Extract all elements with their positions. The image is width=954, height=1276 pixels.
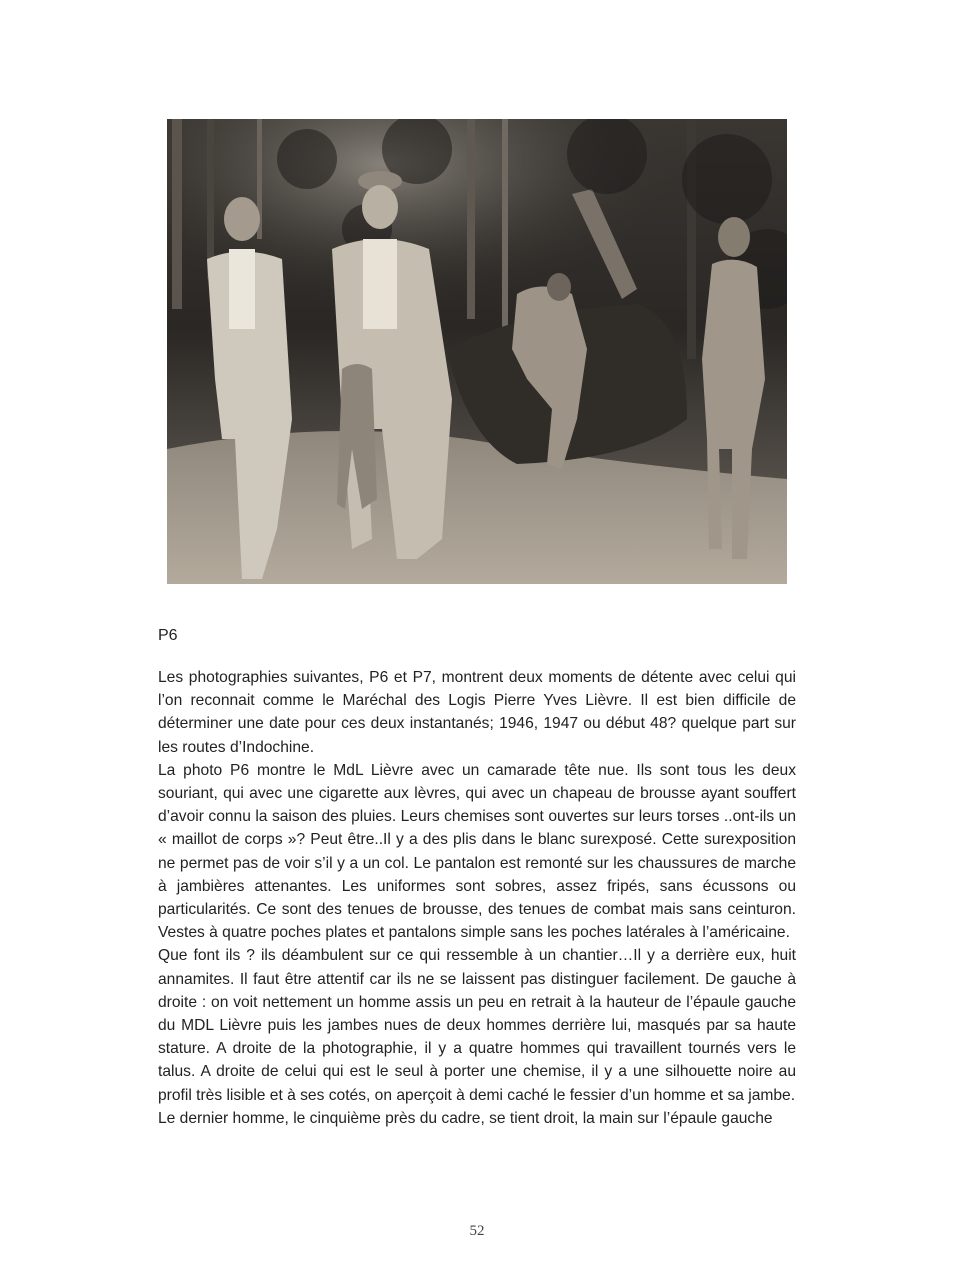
paragraph: Les photographies suivantes, P6 et P7, montrent deux moments de détente avec celui qui l’on reconnait comme le Maréchal des Logis Pierre Yves Lièvre. Il est bien difficile de déterminer une date pour ces deux instantanés; 1946, 1947 ou début 48? quelque part sur les routes d’Indochine. bbox=[158, 669, 796, 756]
historical-photograph bbox=[167, 119, 787, 584]
body-text bbox=[158, 666, 796, 1130]
page-number: 52 bbox=[469, 1223, 485, 1239]
photo-caption: P6 bbox=[158, 627, 178, 644]
paragraph: Que font ils ? ils déambulent sur ce qui ressemble à un chantier…Il y a derrière eux, huit annamites. Il faut être attentif car ils ne se laissent pas distinguer facilement. De gauche à droite : on voit nettement un homme assis un peu en retrait à la hauteur de l’épaule gauche du MDL Lièvre puis les jambes nues de deux hommes derrière lui, masqués par sa haute stature. A droite de la photographie, il y a quatre hommes qui travaillent tournés vers le talus. A droite de celui qui est le seul à porter une chemise, il y a une silhouette noire au profil très lisible et à ses cotés, on aperçoit à demi caché le fessier d’un homme et sa jambe. bbox=[158, 947, 796, 1104]
paragraph: La photo P6 montre le MdL Lièvre avec un camarade tête nue. Ils sont tous les deux souriant, qui avec une cigarette aux lèvres, qui avec un chapeau de brousse ayant souffert d’avoir connu la saison des pluies. Leurs chemises sont ouvertes sur leurs torses ..ont-ils un « maillot de corps »? Peut être..Il y a des plis dans le blanc surexposé. Cette surexposition ne permet pas de voir s’il y a un col. Le pantalon est remonté sur les chaussures de marche à jambières attenantes. Les uniformes sont sobres, assez fripés, sans écussons ou particularités. Ce sont des tenues de brousse, des tenues de combat mais sans ceinturon. Vestes à quatre poches plates et pantalons simple sans les poches latérales à l’américaine. bbox=[158, 761, 796, 942]
paragraph: Le dernier homme, le cinquième près du cadre, se tient droit, la main sur l’épaule gauche bbox=[158, 1109, 773, 1127]
